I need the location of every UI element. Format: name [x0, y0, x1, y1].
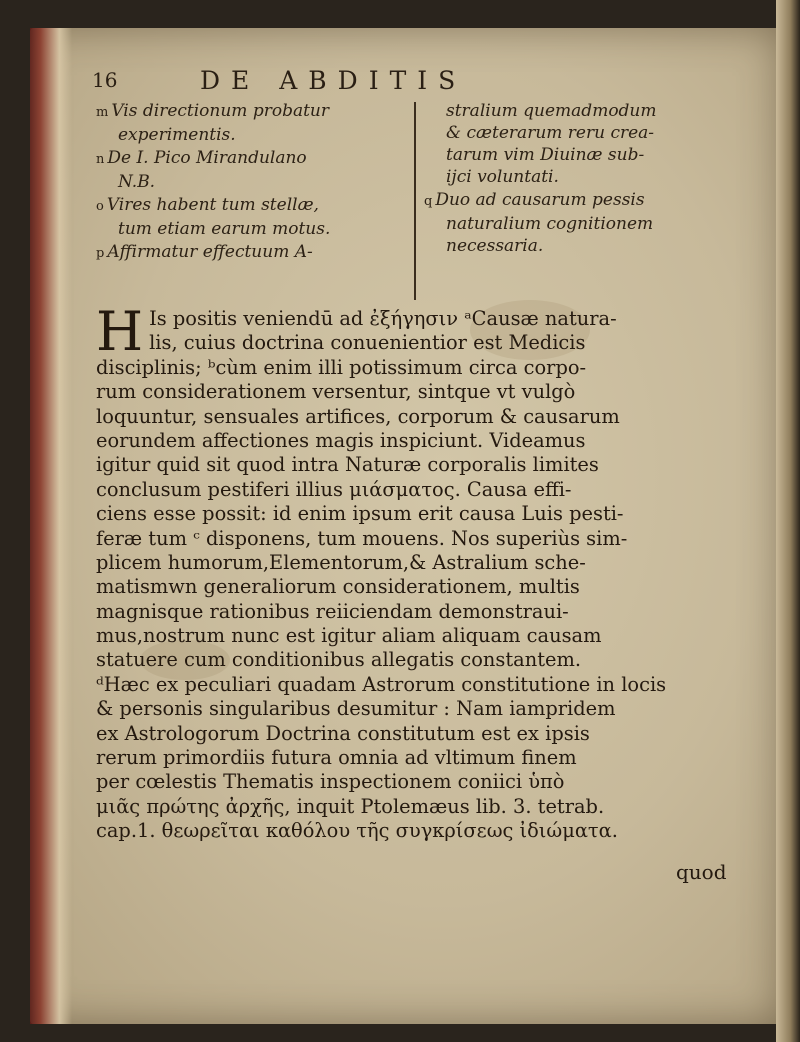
note-divider	[414, 102, 416, 300]
page-number: 16	[92, 68, 118, 92]
note-line: stralium quemadmodum	[446, 101, 657, 121]
binding-gutter	[30, 28, 72, 1024]
marginal-note	[96, 241, 406, 265]
note-line: necessaria.	[446, 236, 544, 256]
note-marker: p	[96, 246, 105, 261]
text-line: eorundem affectiones magis inspiciunt. Videamus	[96, 428, 586, 452]
text-line: loquuntur, sensuales artifices, corporum & causarum	[96, 404, 620, 428]
text-line: cap.1. θεωρεῖται καθόλου τῆς συγκρίσεως ἰδιώματα.	[96, 819, 618, 843]
note-line: N.B.	[118, 172, 156, 192]
text-line: per cœlestis Thematis inspectionem coniici ὑπὸ	[96, 770, 565, 794]
text-line: ex Astrologorum Doctrina constitutum est ex ipsis	[96, 721, 590, 745]
marginal-note	[96, 194, 406, 240]
body-text	[96, 300, 736, 844]
marginal-note	[424, 100, 724, 188]
marginal-notes-right	[424, 100, 724, 258]
running-title: DE ABDITIS	[200, 66, 467, 95]
note-line: De I. Pico Mirandulano	[107, 148, 307, 168]
note-marker: m	[96, 105, 109, 120]
marginal-note	[96, 147, 406, 193]
text-line: plicem humorum,Elementorum,& Astralium sche-	[96, 550, 586, 574]
text-line: statuere cum conditionibus allegatis constantem.	[96, 648, 582, 672]
note-line: naturalium cognitionem	[446, 214, 654, 234]
text-line: conclusum pestiferi illius μιάσματος. Causa effi-	[96, 477, 572, 501]
marginal-note	[96, 100, 406, 146]
text-line: magnisque rationibus reiiciendam demonstraui-	[96, 599, 569, 623]
text-line: disciplinis; ᵇcùm enim illi potissimum circa corpo-	[96, 355, 587, 379]
note-line: & cæterarum reru crea-	[446, 123, 655, 143]
text-line: Is positis veniendū ad ἐξήγησιν ᵃCausæ natura-	[149, 307, 617, 330]
note-line: Vis directionum probatur	[111, 101, 329, 121]
text-line: μιᾶς πρώτης ἀρχῆς, inquit Ptolemæus lib. 3. tetrab.	[96, 794, 605, 818]
note-marker: q	[424, 194, 433, 209]
note-line: Vires habent tum stellæ,	[106, 195, 319, 215]
marginal-notes	[96, 100, 736, 305]
text-line: ciens esse possit: id enim ipsum erit causa Luis pesti-	[96, 502, 624, 526]
text-line: igitur quid sit quod intra Naturæ corporalis limites	[96, 453, 599, 477]
text-line: mus,nostrum nunc est igitur aliam aliquam causam	[96, 624, 602, 648]
text-line: feræ tum ᶜ disponens, tum mouens. Nos superiùs sim-	[96, 526, 628, 550]
note-marker: o	[96, 199, 104, 214]
catchword: quod	[676, 860, 727, 884]
note-line: experimentis.	[118, 125, 236, 145]
note-line: Duo ad causarum pessis	[435, 190, 645, 210]
text-line: rerum primordiis futura omnia ad vltimum finem	[96, 746, 577, 770]
drop-cap: H	[96, 300, 144, 363]
page-edge	[776, 0, 800, 1042]
text-line: lis, cuius doctrina conuenientior est Medicis	[149, 331, 586, 355]
note-line: Affirmatur effectuum A-	[107, 242, 313, 262]
note-line: tum etiam earum motus.	[118, 219, 331, 239]
marginal-note	[424, 189, 724, 257]
text-line: ᵈHæc ex peculiari quadam Astrorum constitutione in locis	[96, 672, 667, 696]
marginal-notes-left	[96, 100, 406, 266]
page-header	[0, 66, 800, 98]
note-marker: n	[96, 152, 105, 167]
text-line: & personis singularibus desumitur : Nam iampridem	[96, 697, 616, 721]
note-line: ijci voluntati.	[446, 167, 559, 187]
text-line: rum considerationem versentur, sintque vt vulgò	[96, 380, 576, 404]
text-line: matismwn generaliorum considerationem, multis	[96, 575, 580, 599]
note-line: tarum vim Diuinæ sub-	[446, 145, 645, 165]
